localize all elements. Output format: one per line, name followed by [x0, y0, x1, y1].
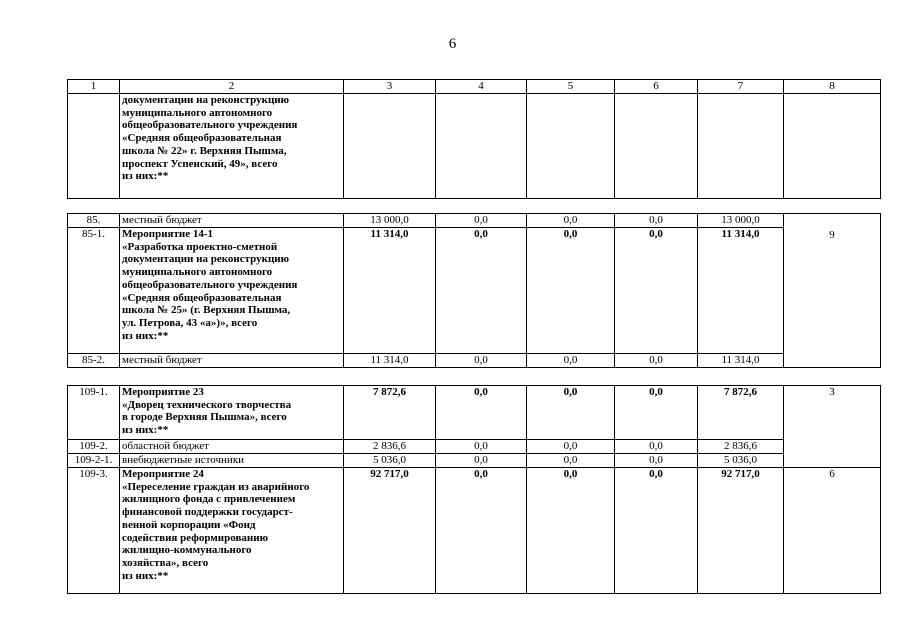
- value-col-7: 11 314,0: [698, 354, 784, 368]
- value-col-8: 6: [784, 468, 881, 594]
- value-col-7: 92 717,0: [698, 468, 784, 594]
- header-col-1: 1: [68, 80, 120, 94]
- header-col-4: 4: [436, 80, 527, 94]
- table-row: [68, 386, 881, 440]
- value-col-6: 0,0: [615, 228, 698, 354]
- header-col-7: 7: [698, 80, 784, 94]
- value-col-6: 0,0: [615, 468, 698, 594]
- row-name: Мероприятие 14-1 «Разработка проектно-сметной документации на реконструкцию муниципального автономного общеобразовательного учреждения «Средняя общеобразовательная школа № 25» (г. Верхняя Пышма, ул. Петрова, 43 «а»)», всего из них:**: [120, 228, 344, 354]
- cell: [344, 94, 436, 199]
- value-col-5: 0,0: [527, 454, 615, 468]
- cell: [698, 94, 784, 199]
- row-number: 109-2.: [68, 440, 120, 454]
- value-col-3: 7 872,6: [344, 386, 436, 440]
- row-name: Мероприятие 24 «Переселение граждан из аварийного жилищного фонда с привлечением финансовой поддержки государст- венной корпорации «Фонд содействия реформированию жилищно-коммунального хозяйства», всего из них:**: [120, 468, 344, 594]
- value-col-5: 0,0: [527, 440, 615, 454]
- value-col-6: 0,0: [615, 354, 698, 368]
- row-name: областной бюджет: [120, 440, 344, 454]
- table-row: [68, 94, 881, 199]
- table-row: [68, 468, 881, 594]
- header-col-6: 6: [615, 80, 698, 94]
- value-col-4: 0,0: [436, 454, 527, 468]
- value-col-7: 11 314,0: [698, 228, 784, 354]
- header-col-3: 3: [344, 80, 436, 94]
- value-col-7: 5 036,0: [698, 454, 784, 468]
- cell: [615, 94, 698, 199]
- value-col-4: 0,0: [436, 386, 527, 440]
- table-row: [68, 440, 881, 454]
- row-name: внебюджетные источники: [120, 454, 344, 468]
- header-col-8: 8: [784, 80, 881, 94]
- table-row: [68, 228, 881, 354]
- cell: [784, 94, 881, 199]
- value-col-8: 3: [784, 386, 881, 468]
- value-col-6: 0,0: [615, 440, 698, 454]
- table-row: [68, 354, 881, 368]
- row-name-cell: документации на реконструкцию муниципального автономного общеобразовательного учреждения «Средняя общеобразовательная школа № 22» г. Верхняя Пышма, проспект Успенский, 49», всего из них:**: [120, 94, 344, 199]
- budget-table-block-3: [67, 385, 881, 594]
- page-number: 6: [448, 36, 457, 52]
- value-col-3: 13 000,0: [344, 214, 436, 228]
- value-col-7: 2 836,6: [698, 440, 784, 454]
- value-col-4: 0,0: [436, 468, 527, 594]
- value-col-5: 0,0: [527, 386, 615, 440]
- table-row: [68, 454, 881, 468]
- header-col-5: 5: [527, 80, 615, 94]
- value-col-5: 0,0: [527, 214, 615, 228]
- value-col-5: 0,0: [527, 468, 615, 594]
- row-name: местный бюджет: [120, 214, 344, 228]
- value-col-3: 92 717,0: [344, 468, 436, 594]
- value-col-4: 0,0: [436, 228, 527, 354]
- value-col-4: 0,0: [436, 214, 527, 228]
- value-col-6: 0,0: [615, 214, 698, 228]
- header-row: [68, 80, 881, 94]
- value-col-5: 0,0: [527, 354, 615, 368]
- row-number: 109-3.: [68, 468, 120, 594]
- header-col-2: 2: [120, 80, 344, 94]
- value-col-6: 0,0: [615, 454, 698, 468]
- row-number: 109-2-1.: [68, 454, 120, 468]
- value-col-3: 11 314,0: [344, 228, 436, 354]
- value-col-3: 2 836,6: [344, 440, 436, 454]
- row-number-cell: [68, 94, 120, 199]
- budget-table-block-2: [67, 213, 881, 368]
- row-number: 85-2.: [68, 354, 120, 368]
- value-col-5: 0,0: [527, 228, 615, 354]
- value-col-4: 0,0: [436, 354, 527, 368]
- value-col-6: 0,0: [615, 386, 698, 440]
- value-col-7: 7 872,6: [698, 386, 784, 440]
- row-name: местный бюджет: [120, 354, 344, 368]
- row-name: Мероприятие 23 «Дворец технического творчества в городе Верхняя Пышма», всего из них:**: [120, 386, 344, 440]
- cell: [436, 94, 527, 199]
- row-number: 109-1.: [68, 386, 120, 440]
- value-col-3: 11 314,0: [344, 354, 436, 368]
- value-col-7: 13 000,0: [698, 214, 784, 228]
- table-row: [68, 214, 881, 228]
- value-col-4: 0,0: [436, 440, 527, 454]
- row-number: 85-1.: [68, 228, 120, 354]
- value-col-8: 9: [784, 214, 881, 368]
- row-number: 85.: [68, 214, 120, 228]
- budget-table-block-1: [67, 79, 881, 199]
- value-col-3: 5 036,0: [344, 454, 436, 468]
- cell: [527, 94, 615, 199]
